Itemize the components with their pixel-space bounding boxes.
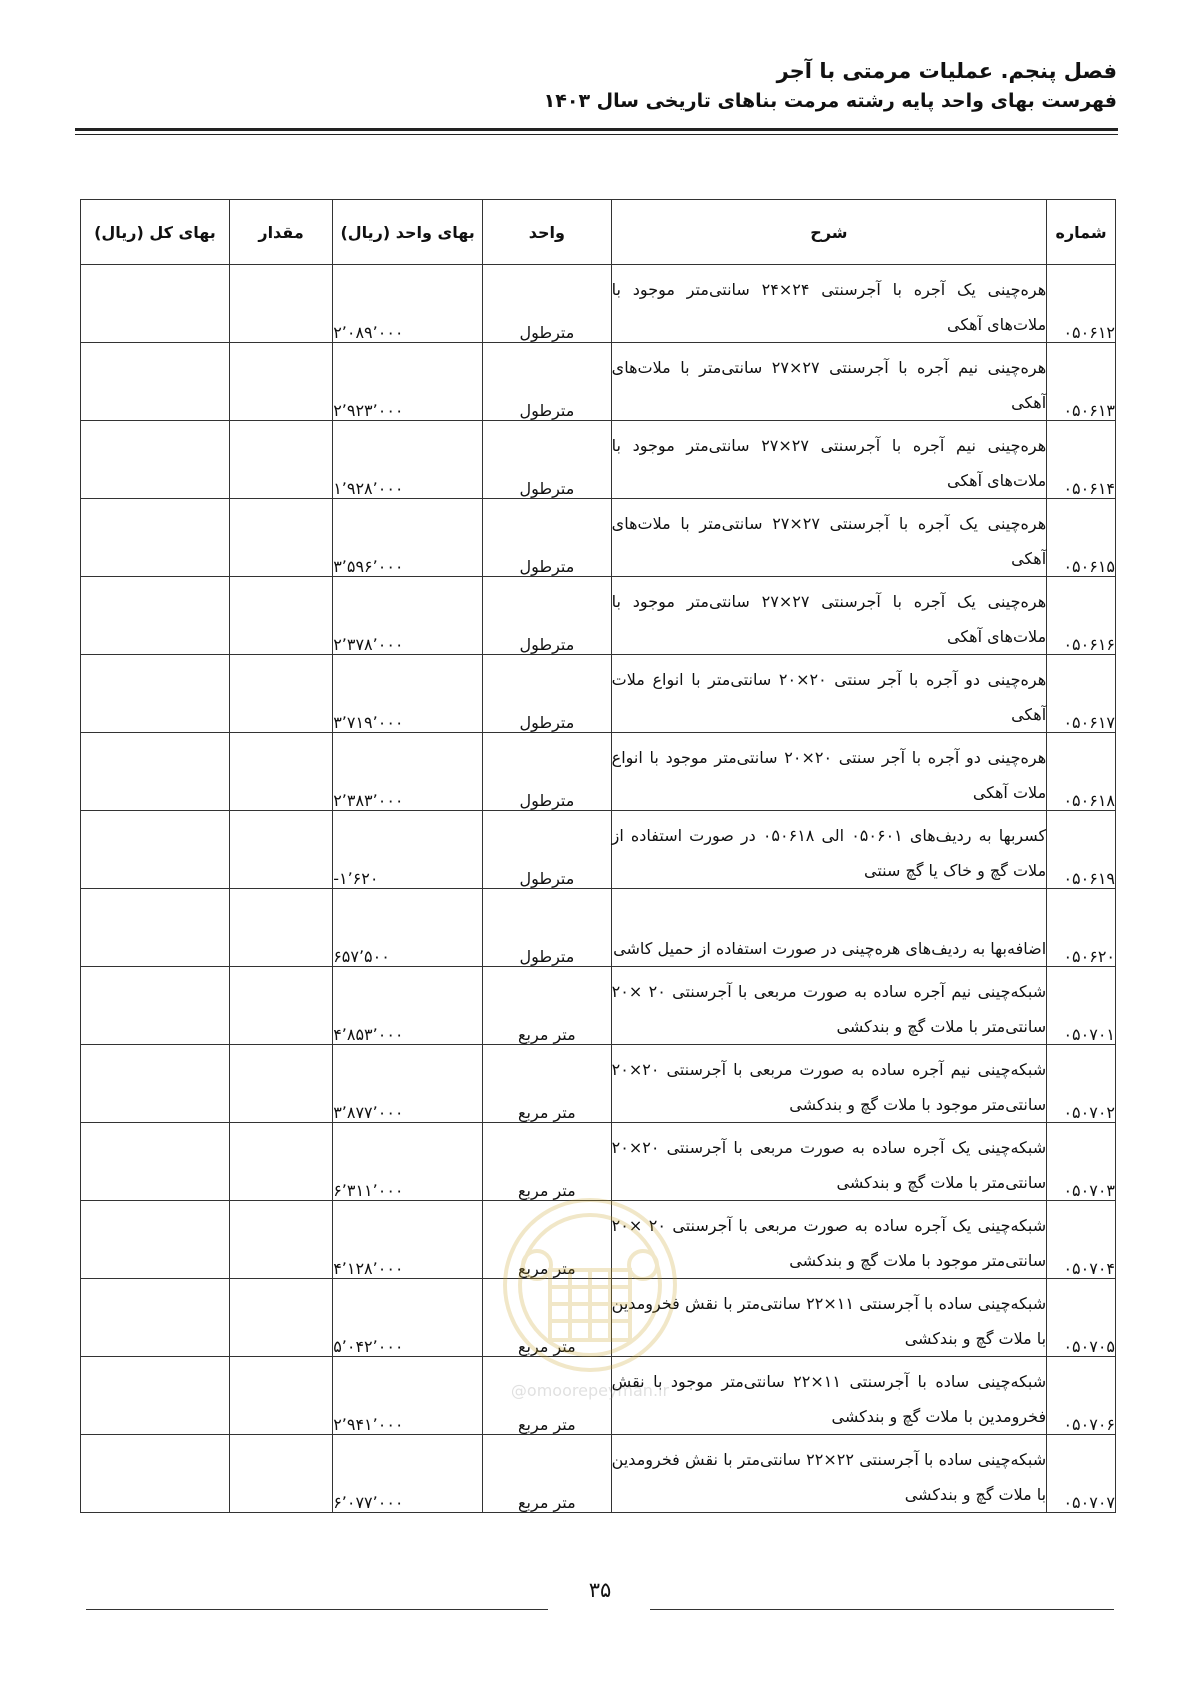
column-header-unit-price: بهای واحد (ریال) bbox=[333, 200, 483, 265]
item-unit: متر مربع bbox=[483, 1045, 612, 1123]
item-quantity bbox=[229, 1201, 332, 1279]
item-description: شبکه‌چینی یک آجره ساده به صورت مربعی با آجرسنتی ۲۰×۲۰ سانتی‌متر با ملات گچ و بندکشی bbox=[611, 1123, 1046, 1201]
item-total-price bbox=[81, 343, 230, 421]
item-unit: متر مربع bbox=[483, 1279, 612, 1357]
item-unit-price: ۲٬۰۸۹٬۰۰۰ bbox=[333, 265, 483, 343]
item-number: ۰۵۰۷۰۱ bbox=[1047, 967, 1116, 1045]
table-row bbox=[81, 421, 1116, 499]
item-unit: مترطول bbox=[483, 421, 612, 499]
item-number: ۰۵۰۶۱۸ bbox=[1047, 733, 1116, 811]
column-header-total-price: بهای کل (ریال) bbox=[81, 200, 230, 265]
item-unit-price: ۲٬۹۴۱٬۰۰۰ bbox=[333, 1357, 483, 1435]
footer-rule-right bbox=[650, 1609, 1114, 1610]
item-unit-price: ۲٬۹۲۳٬۰۰۰ bbox=[333, 343, 483, 421]
table-row bbox=[81, 655, 1116, 733]
item-quantity bbox=[229, 1045, 332, 1123]
item-unit-price: ۳٬۸۷۷٬۰۰۰ bbox=[333, 1045, 483, 1123]
item-number: ۰۵۰۶۲۰ bbox=[1047, 889, 1116, 967]
item-total-price bbox=[81, 1435, 230, 1513]
item-description: شبکه‌چینی ساده با آجرسنتی ۱۱×۲۲ سانتی‌متر موجود با نقش فخرومدین با ملات گچ و بندکشی bbox=[611, 1357, 1046, 1435]
item-unit: مترطول bbox=[483, 733, 612, 811]
item-description: هره‌چینی دو آجره با آجر سنتی ۲۰×۲۰ سانتی‌متر موجود با انواع ملات آهکی bbox=[611, 733, 1046, 811]
item-unit-price: ۲٬۳۸۳٬۰۰۰ bbox=[333, 733, 483, 811]
item-number: ۰۵۰۶۱۳ bbox=[1047, 343, 1116, 421]
item-number: ۰۵۰۷۰۷ bbox=[1047, 1435, 1116, 1513]
item-unit: مترطول bbox=[483, 343, 612, 421]
item-number: ۰۵۰۷۰۴ bbox=[1047, 1201, 1116, 1279]
item-unit: مترطول bbox=[483, 577, 612, 655]
item-quantity bbox=[229, 265, 332, 343]
page-header bbox=[75, 56, 1117, 116]
item-quantity bbox=[229, 1357, 332, 1435]
item-unit-price: ۱٬۹۲۸٬۰۰۰ bbox=[333, 421, 483, 499]
item-description: اضافه‌بها به ردیف‌های هره‌چینی در صورت استفاده از حمیل کاشی bbox=[611, 889, 1046, 967]
item-total-price bbox=[81, 967, 230, 1045]
item-unit: مترطول bbox=[483, 499, 612, 577]
item-number: ۰۵۰۷۰۳ bbox=[1047, 1123, 1116, 1201]
item-unit-price: ۶۵۷٬۵۰۰ bbox=[333, 889, 483, 967]
item-number: ۰۵۰۶۱۹ bbox=[1047, 811, 1116, 889]
item-total-price bbox=[81, 499, 230, 577]
item-total-price bbox=[81, 811, 230, 889]
table-row bbox=[81, 1201, 1116, 1279]
item-quantity bbox=[229, 1279, 332, 1357]
item-unit: مترطول bbox=[483, 889, 612, 967]
item-unit-price: ۳٬۵۹۶٬۰۰۰ bbox=[333, 499, 483, 577]
item-description: هره‌چینی نیم آجره با آجرسنتی ۲۷×۲۷ سانتی‌متر با ملات‌های آهکی bbox=[611, 343, 1046, 421]
table-row bbox=[81, 811, 1116, 889]
item-unit-price: ۲٬۳۷۸٬۰۰۰ bbox=[333, 577, 483, 655]
item-total-price bbox=[81, 421, 230, 499]
watermark-text: @omoorepeyman.ir bbox=[510, 1381, 670, 1400]
item-total-price bbox=[81, 1357, 230, 1435]
item-description: هره‌چینی یک آجره با آجرسنتی ۲۷×۲۷ سانتی‌متر موجود با ملات‌های آهکی bbox=[611, 577, 1046, 655]
footer-rule-left bbox=[86, 1609, 548, 1610]
item-unit: متر مربع bbox=[483, 1435, 612, 1513]
item-unit-price: ۴٬۸۵۳٬۰۰۰ bbox=[333, 967, 483, 1045]
item-number: ۰۵۰۷۰۶ bbox=[1047, 1357, 1116, 1435]
item-quantity bbox=[229, 577, 332, 655]
item-description: هره‌چینی یک آجره با آجرسنتی ۲۷×۲۷ سانتی‌متر با ملات‌های آهکی bbox=[611, 499, 1046, 577]
item-description: شبکه‌چینی ساده با آجرسنتی ۱۱×۲۲ سانتی‌متر با نقش فخرومدین با ملات گچ و بندکشی bbox=[611, 1279, 1046, 1357]
table-row bbox=[81, 1123, 1116, 1201]
item-number: ۰۵۰۶۱۲ bbox=[1047, 265, 1116, 343]
column-header-unit: واحد bbox=[483, 200, 612, 265]
table-row bbox=[81, 577, 1116, 655]
item-unit: متر مربع bbox=[483, 1201, 612, 1279]
item-quantity bbox=[229, 343, 332, 421]
item-total-price bbox=[81, 1279, 230, 1357]
item-description: شبکه‌چینی یک آجره ساده به صورت مربعی با آجرسنتی ۲۰ ×۲۰ سانتی‌متر موجود با ملات گچ و بندکشی bbox=[611, 1201, 1046, 1279]
item-unit: متر مربع bbox=[483, 1123, 612, 1201]
item-quantity bbox=[229, 967, 332, 1045]
item-number: ۰۵۰۷۰۲ bbox=[1047, 1045, 1116, 1123]
table-row bbox=[81, 967, 1116, 1045]
item-quantity bbox=[229, 1435, 332, 1513]
header-rule-thick bbox=[75, 128, 1118, 131]
item-description: شبکه‌چینی نیم آجره ساده به صورت مربعی با آجرسنتی ۲۰×۲۰ سانتی‌متر موجود با ملات گچ و بندکشی bbox=[611, 1045, 1046, 1123]
table-body bbox=[81, 265, 1116, 1513]
chapter-title: فصل پنجم. عملیات مرمتی با آجر bbox=[776, 59, 1117, 83]
table-row bbox=[81, 343, 1116, 421]
item-quantity bbox=[229, 889, 332, 967]
table-row bbox=[81, 1045, 1116, 1123]
item-quantity bbox=[229, 733, 332, 811]
item-unit: مترطول bbox=[483, 265, 612, 343]
item-number: ۰۵۰۶۱۵ bbox=[1047, 499, 1116, 577]
item-description: شبکه‌چینی نیم آجره ساده به صورت مربعی با آجرسنتی ۲۰ ×۲۰ سانتی‌متر با ملات گچ و بندکشی bbox=[611, 967, 1046, 1045]
header-rule-thin bbox=[75, 134, 1118, 135]
column-header-quantity: مقدار bbox=[229, 200, 332, 265]
table-row bbox=[81, 499, 1116, 577]
item-total-price bbox=[81, 577, 230, 655]
item-unit-price: ۴٬۱۲۸٬۰۰۰ bbox=[333, 1201, 483, 1279]
item-total-price bbox=[81, 265, 230, 343]
item-unit-price: ۵٬۰۴۲٬۰۰۰ bbox=[333, 1279, 483, 1357]
item-description: هره‌چینی دو آجره با آجر سنتی ۲۰×۲۰ سانتی‌متر با انواع ملات آهکی bbox=[611, 655, 1046, 733]
item-description: شبکه‌چینی ساده با آجرسنتی ۲۲×۲۲ سانتی‌متر با نقش فخرومدین با ملات گچ و بندکشی bbox=[611, 1435, 1046, 1513]
item-unit: متر مربع bbox=[483, 1357, 612, 1435]
item-number: ۰۵۰۶۱۴ bbox=[1047, 421, 1116, 499]
item-quantity bbox=[229, 499, 332, 577]
table-row bbox=[81, 733, 1116, 811]
item-quantity bbox=[229, 1123, 332, 1201]
item-total-price bbox=[81, 1201, 230, 1279]
table-row bbox=[81, 1357, 1116, 1435]
item-unit-price: ۶٬۰۷۷٬۰۰۰ bbox=[333, 1435, 483, 1513]
item-total-price bbox=[81, 889, 230, 967]
item-unit-price: ۶٬۳۱۱٬۰۰۰ bbox=[333, 1123, 483, 1201]
item-number: ۰۵۰۶۱۶ bbox=[1047, 577, 1116, 655]
price-list-table bbox=[80, 199, 1116, 1513]
item-number: ۰۵۰۶۱۷ bbox=[1047, 655, 1116, 733]
item-total-price bbox=[81, 655, 230, 733]
item-description: کسربها به ردیف‌های ۰۵۰۶۰۱ الی ۰۵۰۶۱۸ در صورت استفاده از ملات گچ و خاک یا گچ سنتی bbox=[611, 811, 1046, 889]
table-header-row bbox=[81, 200, 1116, 265]
item-quantity bbox=[229, 655, 332, 733]
table-row bbox=[81, 1435, 1116, 1513]
item-description: هره‌چینی یک آجره با آجرسنتی ۲۴×۲۴ سانتی‌متر موجود با ملات‌های آهکی bbox=[611, 265, 1046, 343]
table-row bbox=[81, 265, 1116, 343]
table-row bbox=[81, 889, 1116, 967]
item-unit: مترطول bbox=[483, 811, 612, 889]
item-unit: مترطول bbox=[483, 655, 612, 733]
item-total-price bbox=[81, 1123, 230, 1201]
item-description: هره‌چینی نیم آجره با آجرسنتی ۲۷×۲۷ سانتی‌متر موجود با ملات‌های آهکی bbox=[611, 421, 1046, 499]
item-unit: متر مربع bbox=[483, 967, 612, 1045]
column-header-number: شماره bbox=[1047, 200, 1116, 265]
item-total-price bbox=[81, 1045, 230, 1123]
table-row bbox=[81, 1279, 1116, 1357]
item-total-price bbox=[81, 733, 230, 811]
item-quantity bbox=[229, 811, 332, 889]
item-quantity bbox=[229, 421, 332, 499]
column-header-description: شرح bbox=[611, 200, 1046, 265]
item-unit-price: ۳٬۷۱۹٬۰۰۰ bbox=[333, 655, 483, 733]
item-number: ۰۵۰۷۰۵ bbox=[1047, 1279, 1116, 1357]
page-subtitle: فهرست بهای واحد پایه رشته مرمت بناهای تاریخی سال ۱۴۰۳ bbox=[543, 90, 1117, 112]
page-number: ۳۵ bbox=[588, 1578, 612, 1602]
item-unit-price: -۱٬۶۲۰ bbox=[333, 811, 483, 889]
